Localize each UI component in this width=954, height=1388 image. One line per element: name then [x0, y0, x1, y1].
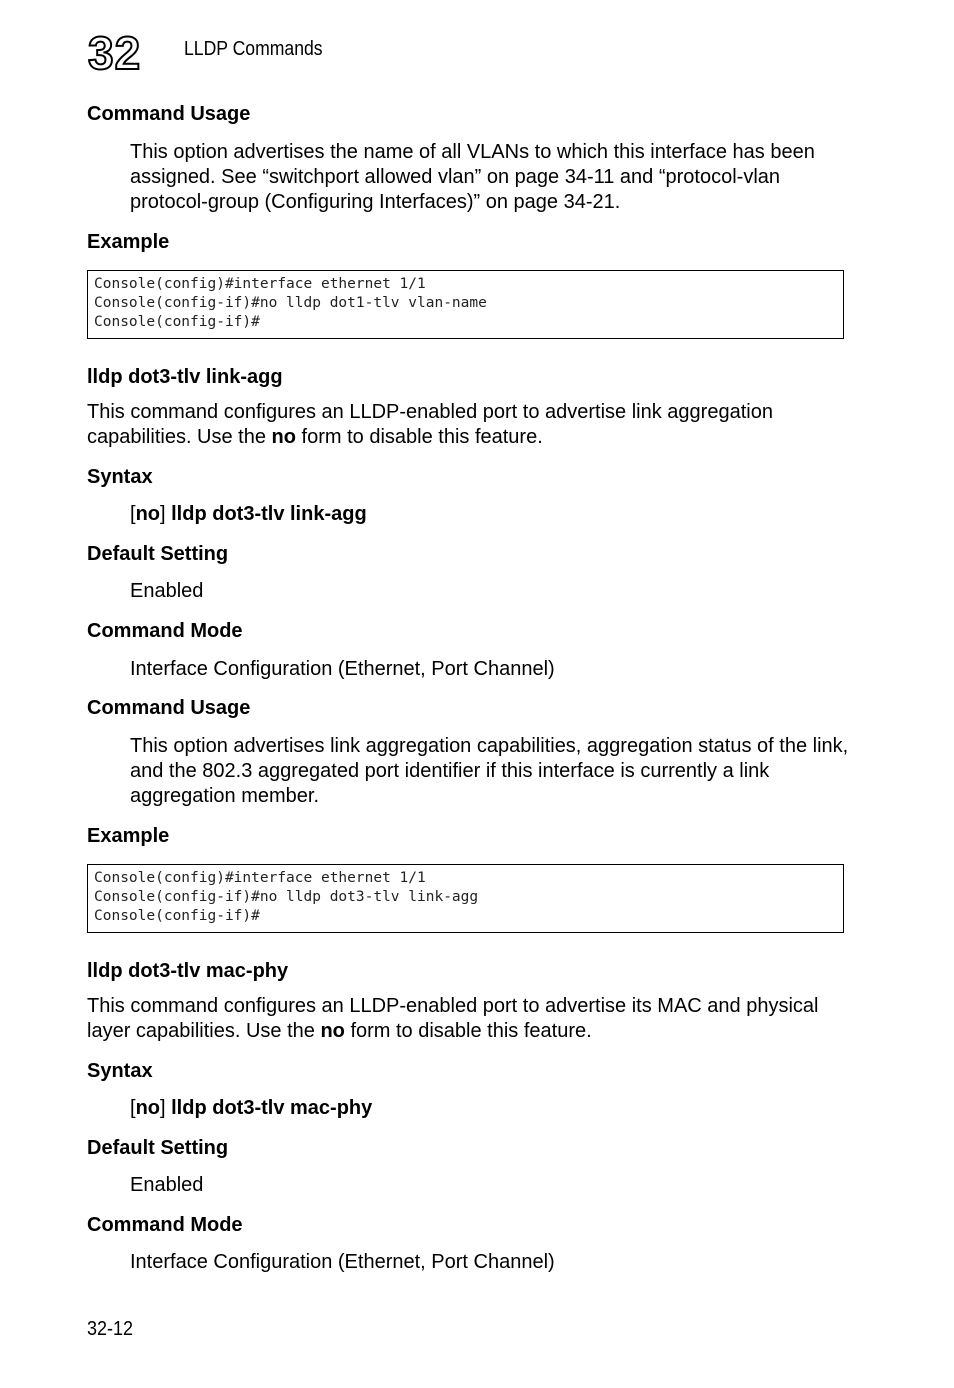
description-text: This command configures an LLDP-enabled port to advertise link aggregation capabilities. Use the [87, 401, 773, 448]
description-text: form to disable this feature. [295, 426, 543, 448]
syntax-bracket: [ [130, 503, 136, 525]
command-description [87, 400, 847, 450]
default-heading: Default Setting [87, 1137, 229, 1159]
description-keyword: no [271, 426, 296, 448]
mode-value: Interface Configuration (Ethernet, Port Channel) [130, 658, 555, 680]
mode-heading: Command Mode [87, 1214, 243, 1236]
syntax-command: lldp dot3-tlv link-agg [171, 503, 367, 525]
syntax-bracket: [ [130, 1097, 136, 1119]
description-keyword: no [320, 1020, 345, 1042]
usage-text: This option advertises link aggregation capabilities, aggregation status of the link, and the 802.3 aggregated port identifier if this interface is currently a link aggregation member. [130, 735, 849, 807]
usage-heading: Command Usage [87, 697, 251, 719]
syntax-line [130, 1096, 850, 1121]
usage-text: This option advertises the name of all VLANs to which this interface has been assigned. See “switchport allowed vlan” on page 34-11 and “protocol-vlan protocol-group (Configuring Interfaces)” on page 34-21. [130, 141, 815, 213]
syntax-bracket: ] [160, 1097, 172, 1119]
command-title: lldp dot3-tlv link-agg [87, 366, 283, 388]
chapter-title: LLDP Commands [184, 38, 323, 60]
code-line: Console(config-if)# [94, 908, 260, 924]
code-example [87, 864, 844, 933]
command-description [87, 994, 847, 1044]
usage-heading: Command Usage [87, 103, 251, 125]
chapter-number: 32 [88, 27, 142, 79]
syntax-bracket: ] [160, 503, 172, 525]
code-line: Console(config-if)#no lldp dot3-tlv link-agg [94, 889, 479, 905]
syntax-heading: Syntax [87, 466, 153, 488]
default-value: Enabled [130, 580, 204, 602]
page-number: 32-12 [87, 1318, 134, 1340]
syntax-keyword: no [135, 1097, 160, 1119]
syntax-line [130, 502, 850, 527]
example-heading: Example [87, 825, 170, 847]
command-title: lldp dot3-tlv mac-phy [87, 960, 289, 982]
syntax-keyword: no [135, 503, 160, 525]
description-text: This command configures an LLDP-enabled port to advertise its MAC and physical layer capabilities. Use the [87, 995, 819, 1042]
syntax-command: lldp dot3-tlv mac-phy [171, 1097, 373, 1119]
code-line: Console(config-if)# [94, 314, 260, 330]
description-text: form to disable this feature. [344, 1020, 592, 1042]
mode-value: Interface Configuration (Ethernet, Port Channel) [130, 1251, 555, 1273]
default-value: Enabled [130, 1174, 204, 1196]
code-line: Console(config)#interface ethernet 1/1 [94, 870, 426, 886]
syntax-heading: Syntax [87, 1060, 153, 1082]
example-heading: Example [87, 231, 170, 253]
code-line: Console(config-if)#no lldp dot1-tlv vlan-name [94, 295, 487, 311]
code-example [87, 270, 844, 339]
code-line: Console(config)#interface ethernet 1/1 [94, 276, 426, 292]
default-heading: Default Setting [87, 543, 229, 565]
mode-heading: Command Mode [87, 620, 243, 642]
